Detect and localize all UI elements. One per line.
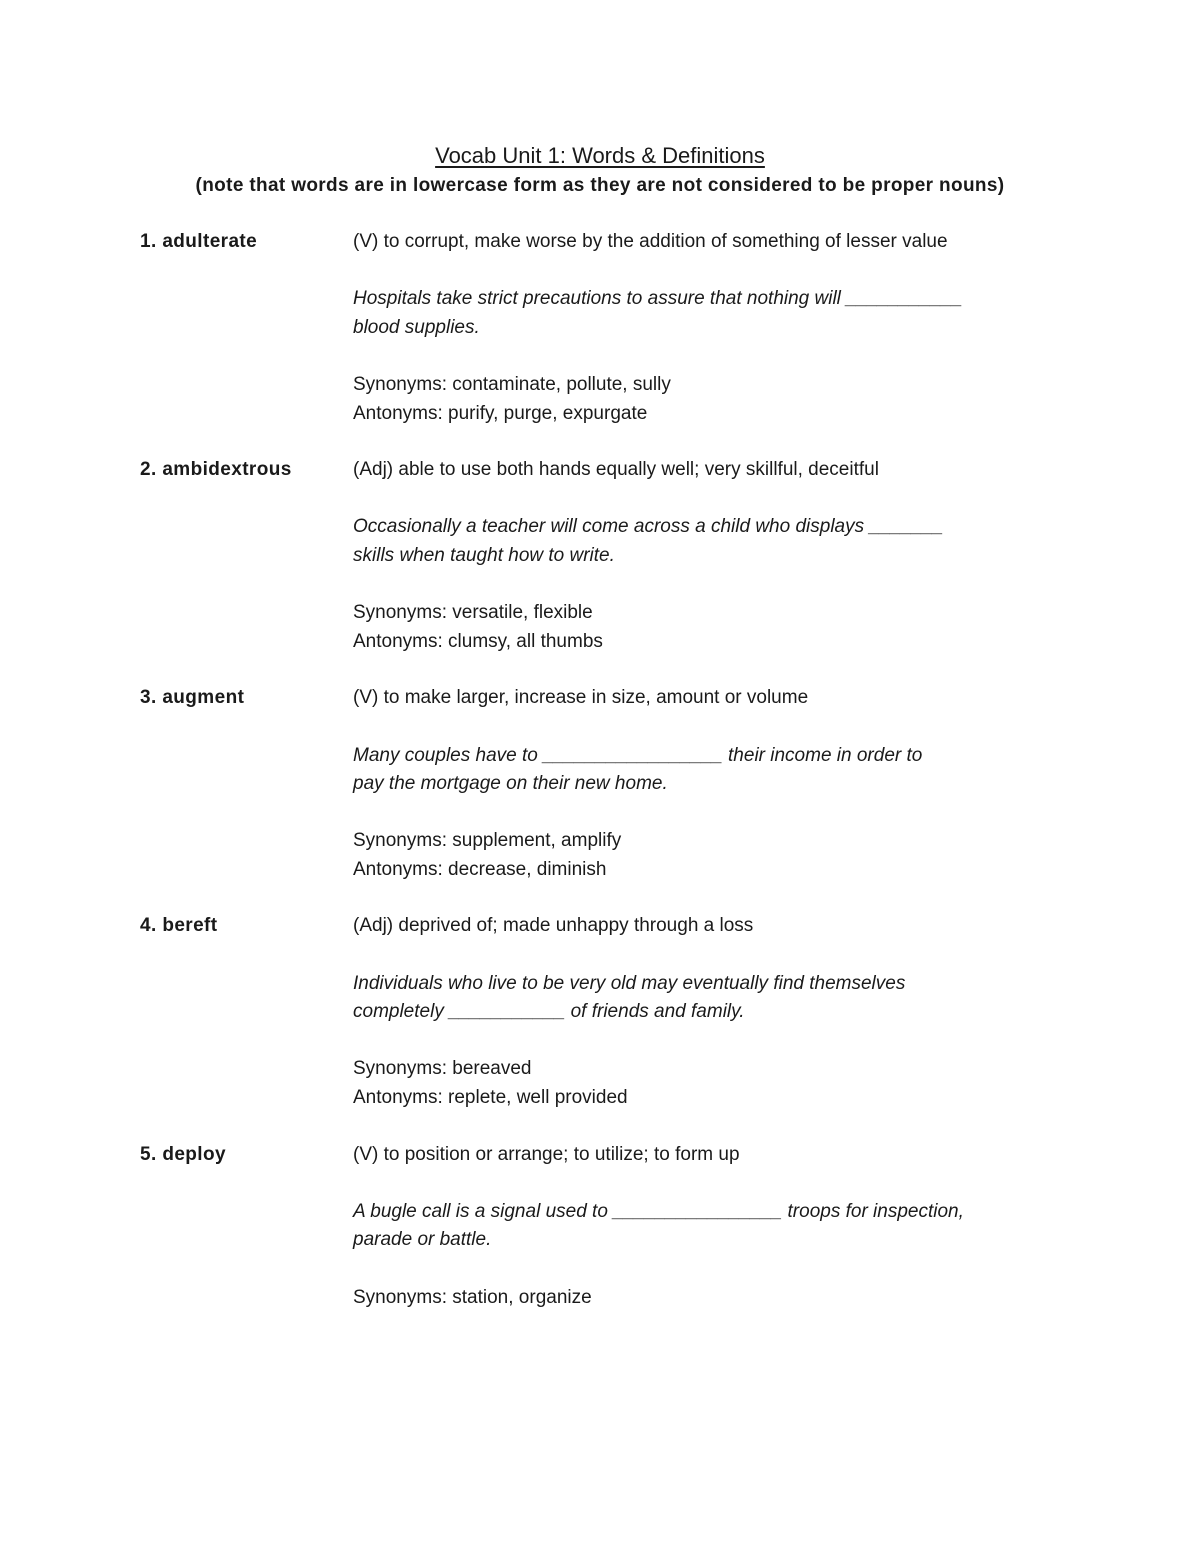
- vocab-term: 4. bereft: [140, 915, 218, 937]
- vocab-details: [353, 1141, 1073, 1313]
- vocab-details: [353, 456, 1073, 656]
- vocab-term: 5. deploy: [140, 1143, 226, 1165]
- vocab-example-line: blood supplies.: [353, 316, 480, 338]
- vocab-list: [140, 228, 1080, 1340]
- vocab-example-line: pay the mortgage on their new home.: [353, 773, 668, 795]
- vocab-synonyms: Synonyms: supplement, amplify: [353, 830, 622, 852]
- vocab-definition: (Adj) able to use both hands equally well; very skillful, deceitful: [353, 459, 879, 481]
- vocab-entry: [140, 912, 1080, 1112]
- vocab-entry: [140, 456, 1080, 656]
- vocab-antonyms: Antonyms: clumsy, all thumbs: [353, 630, 603, 652]
- vocab-example-line: Individuals who live to be very old may eventually find themselves: [353, 972, 906, 994]
- vocab-entry: [140, 684, 1080, 884]
- vocab-antonyms: Antonyms: decrease, diminish: [353, 858, 607, 880]
- page-title: Vocab Unit 1: Words & Definitions: [435, 143, 765, 168]
- vocab-example-line: Many couples have to _________________ their income in order to: [353, 744, 923, 766]
- vocab-synonyms: Synonyms: bereaved: [353, 1058, 532, 1080]
- vocab-definition: (V) to make larger, increase in size, amount or volume: [353, 687, 809, 709]
- vocab-definition: (V) to corrupt, make worse by the addition of something of lesser value: [353, 231, 948, 252]
- vocab-example-line: skills when taught how to write.: [353, 544, 615, 566]
- vocab-details: [353, 912, 1073, 1112]
- vocab-synonyms: Synonyms: station, organize: [353, 1286, 592, 1308]
- vocab-antonyms: Antonyms: purify, purge, expurgate: [353, 402, 648, 424]
- vocab-term: 2. ambidextrous: [140, 459, 292, 481]
- vocab-definition: (V) to position or arrange; to utilize; to form up: [353, 1143, 740, 1165]
- vocab-definition: (Adj) deprived of; made unhappy through a loss: [353, 915, 754, 937]
- vocab-term: 1. adulterate: [140, 231, 258, 252]
- vocab-example-line: parade or battle.: [353, 1229, 492, 1251]
- vocab-synonyms: Synonyms: versatile, flexible: [353, 602, 593, 624]
- vocab-entry: [140, 1141, 1080, 1313]
- vocab-example-line: Hospitals take strict precautions to assure that nothing will ___________: [353, 288, 963, 310]
- vocab-example-line: completely ___________ of friends and family.: [353, 1001, 745, 1023]
- page-subtitle: (note that words are in lowercase form as they are not considered to be proper nouns): [195, 175, 1005, 196]
- vocab-synonyms: Synonyms: contaminate, pollute, sully: [353, 373, 671, 395]
- vocab-antonyms: Antonyms: replete, well provided: [353, 1087, 628, 1109]
- vocab-term: 3. augment: [140, 687, 245, 709]
- vocab-details: [353, 228, 1073, 428]
- vocab-example-line: A bugle call is a signal used to ________________ troops for inspection,: [353, 1200, 964, 1222]
- vocab-details: [353, 684, 1073, 884]
- vocab-example-line: Occasionally a teacher will come across a child who displays _______: [353, 516, 944, 538]
- vocab-entry: [140, 228, 1080, 428]
